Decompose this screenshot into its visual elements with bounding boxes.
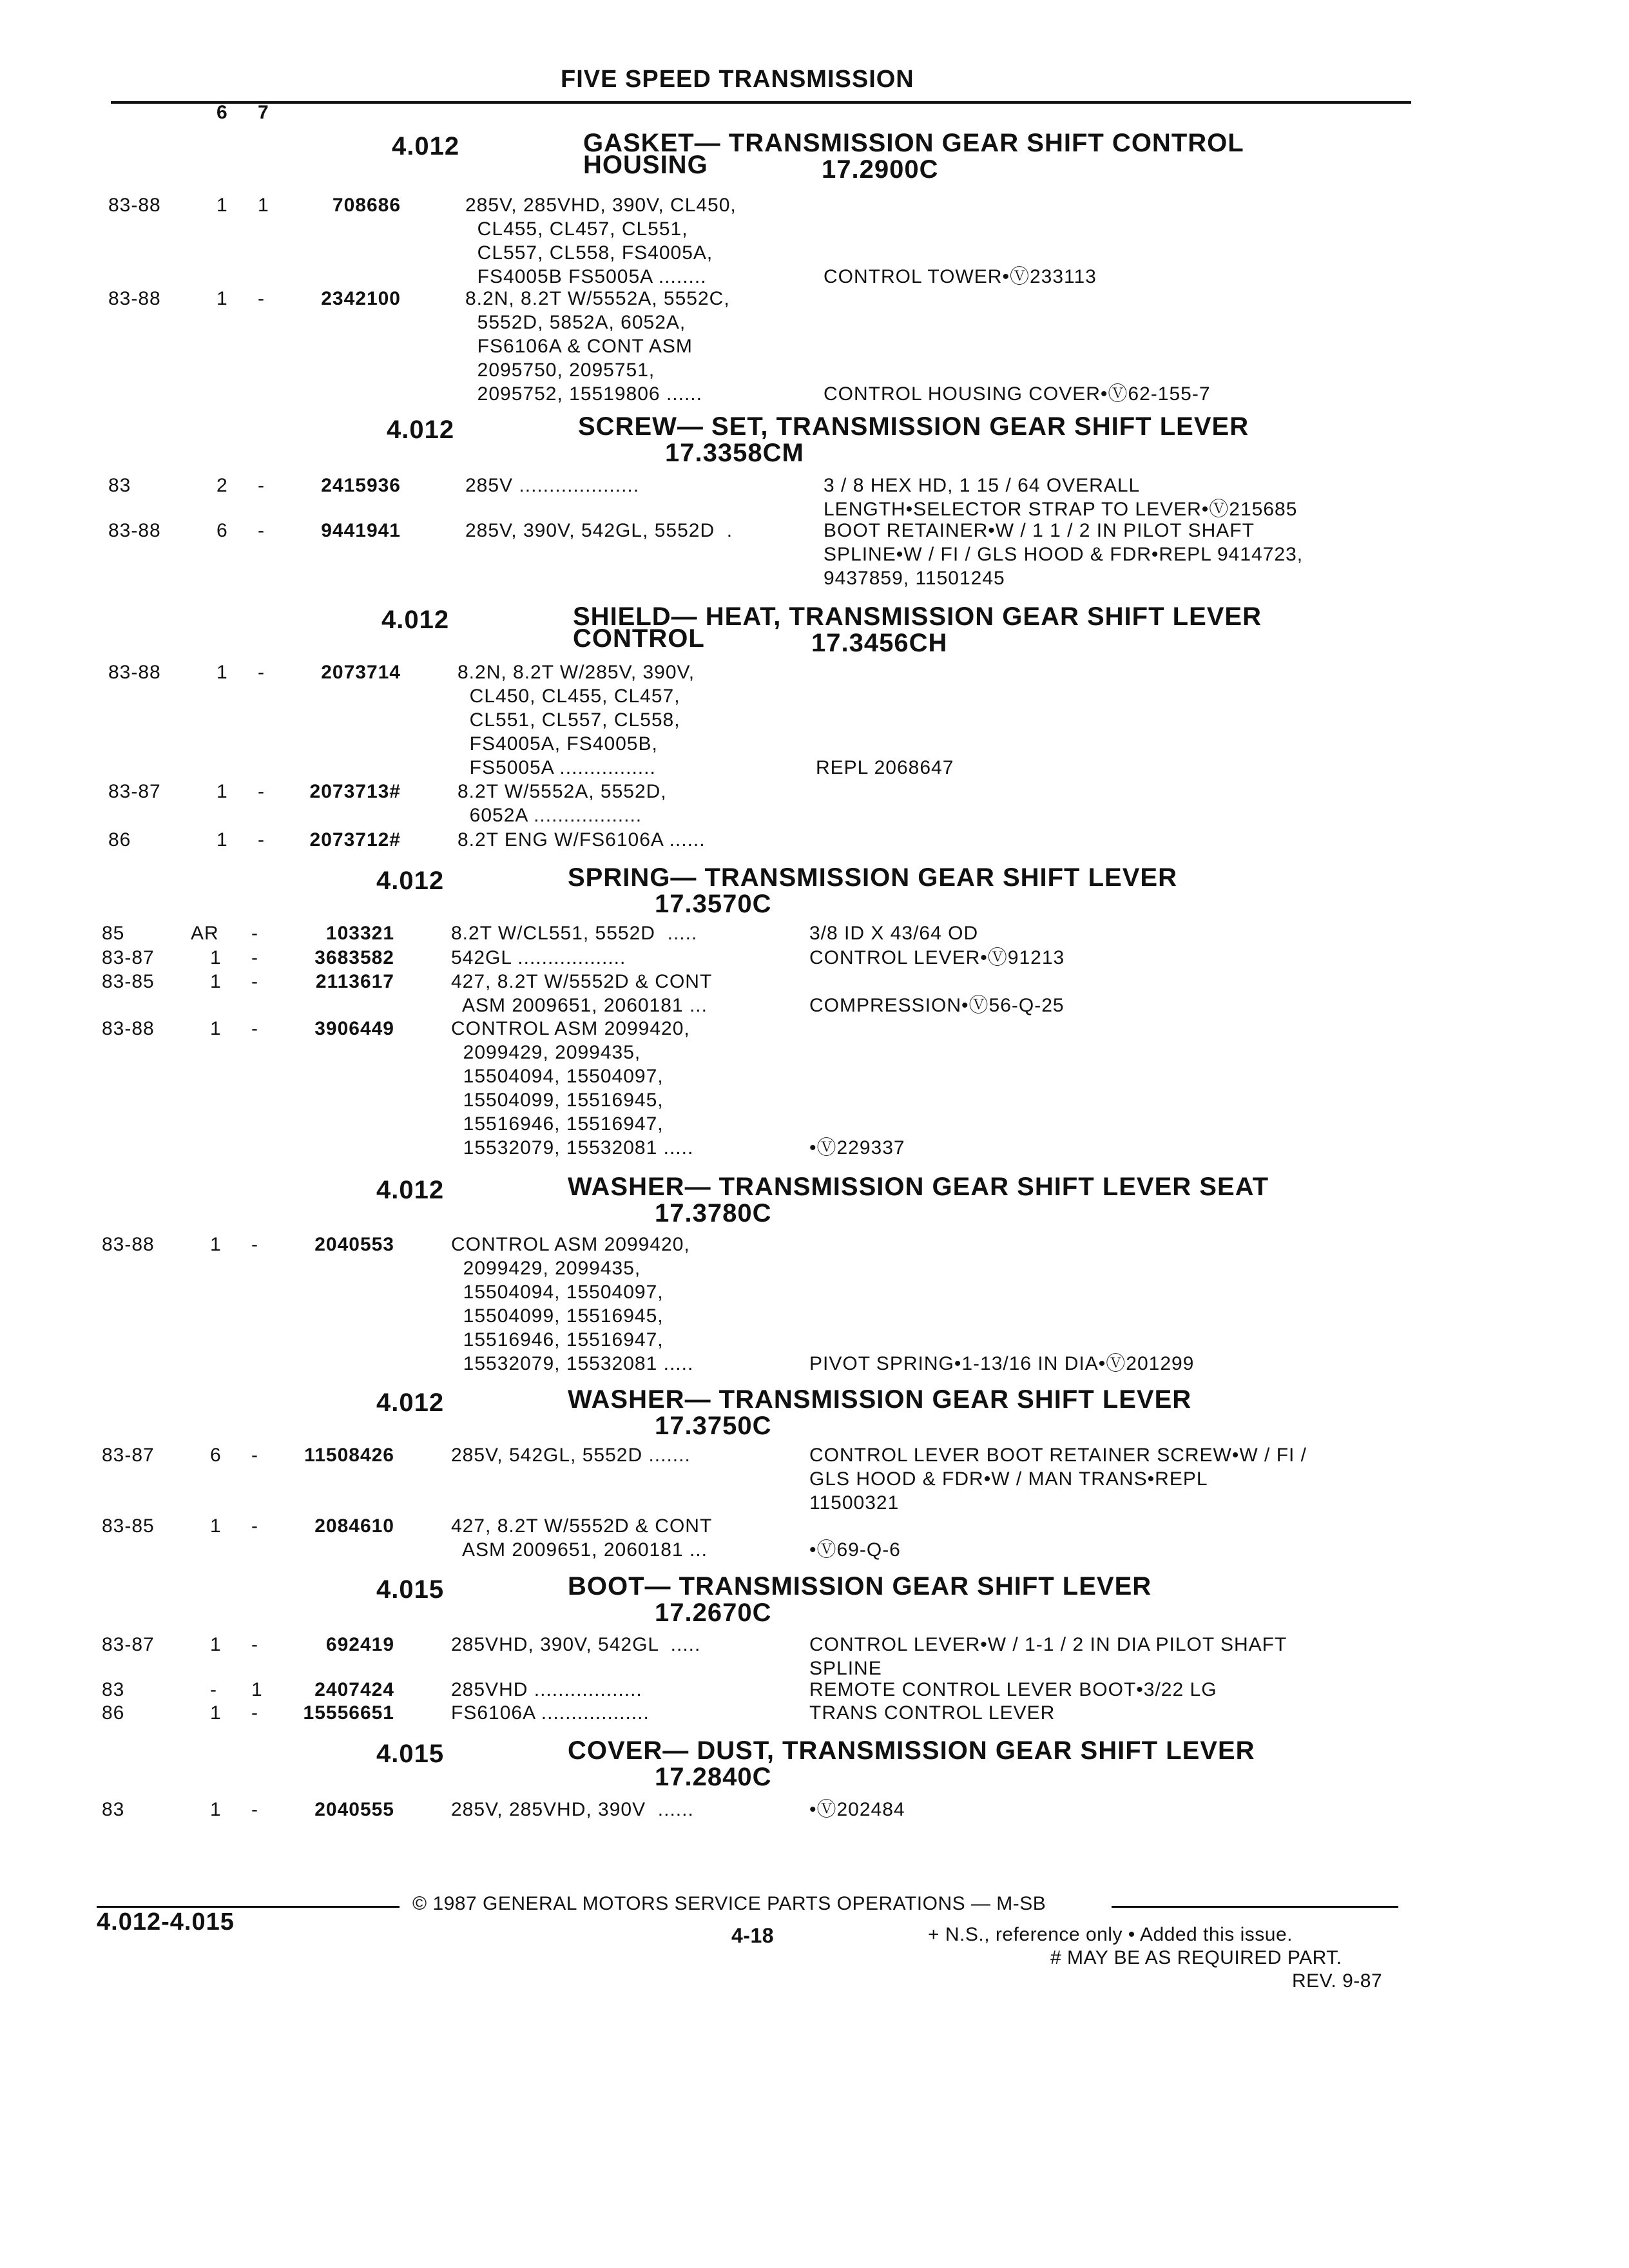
row-usage: 8.2T W/CL551, 5552D ..... (451, 923, 698, 944)
footer-revision: REV. 9-87 (1292, 1970, 1383, 1992)
row-part-number: 2113617 (315, 971, 394, 992)
row-year: 83-88 (108, 662, 161, 683)
row-qty-col7: - (251, 923, 258, 944)
row-usage: 8.2N, 8.2T W/5552A, 5552C, 5552D, 5852A, 6052A, FS6106A & CONT ASM 2095750, 2095751, 2095752, 15519806 ...... (465, 288, 730, 405)
row-year: 86 (108, 829, 131, 850)
footer-page-number: 4-18 (731, 1924, 775, 1947)
row-usage: 285V, 285VHD, 390V, CL450, CL455, CL457, CL551, CL557, CL558, FS4005A, FS4005B FS5005A ........ (465, 195, 737, 287)
row-year: 83 (102, 1679, 125, 1700)
row-year: 83-88 (102, 1018, 155, 1039)
section-code: 17.3750C (655, 1412, 772, 1440)
row-qty-col7: - (251, 1018, 258, 1039)
row-qty-col7: - (251, 1234, 258, 1255)
row-usage: 8.2T W/5552A, 5552D, 6052A .................. (458, 781, 667, 826)
row-qty-col7: - (258, 662, 265, 683)
row-part-number: 2040555 (314, 1799, 394, 1820)
row-qty-col6: 6 (210, 1445, 222, 1466)
row-usage: 285V, 390V, 542GL, 5552D . (465, 520, 733, 541)
footer-note-ns: + N.S., reference only • Added this issue. (928, 1924, 1293, 1945)
row-usage: 542GL .................. (451, 947, 626, 968)
row-part-number: 2415936 (321, 475, 401, 496)
row-qty-col6: 2 (217, 475, 228, 496)
row-part-number: 15556651 (303, 1702, 394, 1724)
row-year: 83-85 (102, 971, 155, 992)
section-code: 17.3780C (655, 1199, 772, 1227)
section-name: BOOT— TRANSMISSION GEAR SHIFT LEVER (568, 1572, 1152, 1600)
section-name: SCREW— SET, TRANSMISSION GEAR SHIFT LEVER (578, 412, 1249, 441)
section-name: COVER— DUST, TRANSMISSION GEAR SHIFT LEVER (568, 1736, 1255, 1765)
row-usage: 285V, 542GL, 5552D ....... (451, 1445, 691, 1466)
row-usage: 427, 8.2T W/5552D & CONT ASM 2009651, 2060181 ... (451, 1515, 713, 1561)
row-qty-col6: 1 (210, 947, 222, 968)
row-qty-col6: 6 (217, 520, 228, 541)
section-name: GASKET— TRANSMISSION GEAR SHIFT CONTROL HOUSING (583, 129, 1244, 179)
footer-section-range: 4.012-4.015 (97, 1908, 235, 1936)
column-header-6: 6 (217, 102, 227, 123)
section-number: 4.012 (387, 416, 455, 444)
header-rule (111, 101, 1411, 104)
row-year: 83-88 (102, 1234, 155, 1255)
row-usage: 285VHD .................. (451, 1679, 642, 1700)
row-qty-col6: 1 (210, 971, 222, 992)
row-year: 83-87 (102, 1445, 155, 1466)
row-part-number: 2073712# (309, 829, 401, 850)
row-part-number: 2084610 (314, 1515, 394, 1537)
row-description: TRANS CONTROL LEVER (809, 1702, 1055, 1724)
row-part-number: 2073713# (309, 781, 401, 802)
row-part-number: 103321 (325, 923, 394, 944)
section-number: 4.015 (376, 1575, 445, 1604)
row-qty-col6: 1 (210, 1234, 222, 1255)
row-qty-col6: 1 (217, 195, 228, 216)
row-part-number: 2073714 (321, 662, 401, 683)
row-part-number: 3906449 (314, 1018, 394, 1039)
row-usage: 285V, 285VHD, 390V ...... (451, 1799, 694, 1820)
footer-rule-right (1112, 1906, 1398, 1908)
section-number: 4.012 (376, 1389, 445, 1417)
row-part-number: 2407424 (314, 1679, 394, 1700)
section-name: SPRING— TRANSMISSION GEAR SHIFT LEVER (568, 863, 1177, 892)
row-qty-col7: - (251, 1799, 258, 1820)
row-usage: 8.2T ENG W/FS6106A ...... (458, 829, 706, 850)
section-name: WASHER— TRANSMISSION GEAR SHIFT LEVER (568, 1385, 1192, 1414)
row-qty-col7: - (258, 288, 265, 309)
page-title: FIVE SPEED TRANSMISSION (561, 66, 914, 93)
row-description: •Ⓥ202484 (809, 1799, 905, 1820)
row-year: 83 (102, 1799, 125, 1820)
row-usage: 285VHD, 390V, 542GL ..... (451, 1634, 701, 1655)
row-usage: CONTROL ASM 2099420, 2099429, 2099435, 15504094, 15504097, 15504099, 15516945, 15516946, 15516947, 15532079, 15532081 ..... (451, 1234, 694, 1374)
row-description: 3/8 ID X 43/64 OD (809, 923, 979, 944)
row-usage: 285V .................... (465, 475, 640, 496)
row-description: PIVOT SPRING•1-13/16 IN DIA•Ⓥ201299 (809, 1353, 1195, 1374)
row-usage: FS6106A .................. (451, 1702, 650, 1724)
row-qty-col7: - (251, 971, 258, 992)
row-qty-col7: - (258, 781, 265, 802)
section-code: 17.3358CM (665, 439, 804, 467)
row-year: 83 (108, 475, 131, 496)
row-year: 83-87 (108, 781, 161, 802)
row-qty-col7: - (258, 520, 265, 541)
row-year: 83-88 (108, 288, 161, 309)
row-year: 83-87 (102, 1634, 155, 1655)
row-qty-col7: - (258, 475, 265, 496)
section-code: 17.3456CH (811, 629, 948, 657)
row-qty-col6: 1 (210, 1634, 222, 1655)
row-qty-col7: - (251, 1702, 258, 1724)
row-usage: 427, 8.2T W/5552D & CONT ASM 2009651, 2060181 ... (451, 971, 713, 1016)
row-qty-col6: 1 (217, 829, 228, 850)
section-number: 4.015 (376, 1740, 445, 1768)
row-description: CONTROL LEVER BOOT RETAINER SCREW•W / FI / GLS HOOD & FDR•W / MAN TRANS•REPL 11500321 (809, 1445, 1307, 1514)
row-qty-col6: AR (191, 923, 219, 944)
row-year: 83-88 (108, 520, 161, 541)
row-qty-col7: - (258, 829, 265, 850)
section-code: 17.3570C (655, 890, 772, 918)
row-year: 86 (102, 1702, 125, 1724)
row-usage: 8.2N, 8.2T W/285V, 390V, CL450, CL455, CL457, CL551, CL557, CL558, FS4005A, FS4005B, FS5005A ................ (458, 662, 695, 778)
section-code: 17.2670C (655, 1599, 772, 1627)
row-year: 83-87 (102, 947, 155, 968)
row-usage: CONTROL ASM 2099420, 2099429, 2099435, 15504094, 15504097, 15504099, 15516945, 15516946, 15516947, 15532079, 15532081 ..... (451, 1018, 694, 1158)
row-qty-col6: 1 (210, 1515, 222, 1537)
row-description: CONTROL HOUSING COVER•Ⓥ62-155-7 (824, 383, 1211, 405)
row-qty-col6: 1 (217, 288, 228, 309)
row-qty-col6: 1 (217, 781, 228, 802)
row-qty-col7: - (251, 1445, 258, 1466)
row-part-number: 9441941 (321, 520, 401, 541)
row-qty-col7: - (251, 1634, 258, 1655)
row-description: •Ⓥ229337 (809, 1137, 905, 1158)
row-qty-col6: 1 (210, 1702, 222, 1724)
section-name: SHIELD— HEAT, TRANSMISSION GEAR SHIFT LEVER CONTROL (573, 602, 1262, 653)
row-description: BOOT RETAINER•W / 1 1 / 2 IN PILOT SHAFT SPLINE•W / FI / GLS HOOD & FDR•REPL 9414723, 9437859, 11501245 (824, 520, 1304, 589)
row-year: 85 (102, 923, 125, 944)
footer-rule-left (97, 1906, 400, 1908)
section-number: 4.012 (376, 867, 445, 895)
row-part-number: 3683582 (314, 947, 394, 968)
row-qty-col7: - (251, 1515, 258, 1537)
row-part-number: 708686 (332, 195, 401, 216)
row-part-number: 2342100 (321, 288, 401, 309)
row-qty-col6: 1 (210, 1018, 222, 1039)
section-number: 4.012 (392, 132, 460, 160)
row-part-number: 692419 (325, 1634, 394, 1655)
section-number: 4.012 (381, 606, 450, 634)
section-code: 17.2840C (655, 1763, 772, 1791)
row-year: 83-88 (108, 195, 161, 216)
section-code: 17.2900C (822, 155, 939, 184)
row-qty-col7: - (251, 947, 258, 968)
footer-copyright: © 1987 GENERAL MOTORS SERVICE PARTS OPERATIONS — M-SB (412, 1893, 1046, 1914)
row-description: REPL 2068647 (816, 757, 954, 778)
row-description: CONTROL LEVER•W / 1-1 / 2 IN DIA PILOT SHAFT SPLINE (809, 1634, 1287, 1679)
section-name: WASHER— TRANSMISSION GEAR SHIFT LEVER SEAT (568, 1173, 1269, 1201)
section-number: 4.012 (376, 1176, 445, 1204)
row-description: 3 / 8 HEX HD, 1 15 / 64 OVERALL LENGTH•SELECTOR STRAP TO LEVER•Ⓥ215685 (824, 475, 1298, 520)
row-year: 83-85 (102, 1515, 155, 1537)
row-part-number: 11508426 (304, 1445, 394, 1466)
column-header-7: 7 (258, 102, 269, 123)
footer-note-as-required: # MAY BE AS REQUIRED PART. (1050, 1947, 1342, 1968)
row-qty-col7: 1 (251, 1679, 263, 1700)
row-qty-col6: 1 (210, 1799, 222, 1820)
row-description: CONTROL LEVER•Ⓥ91213 (809, 947, 1065, 968)
row-description: REMOTE CONTROL LEVER BOOT•3/22 LG (809, 1679, 1217, 1700)
row-part-number: 2040553 (314, 1234, 394, 1255)
row-description: CONTROL TOWER•Ⓥ233113 (824, 266, 1097, 287)
row-qty-col7: 1 (258, 195, 269, 216)
row-description: COMPRESSION•Ⓥ56-Q-25 (809, 995, 1065, 1016)
row-description: •Ⓥ69-Q-6 (809, 1539, 901, 1561)
row-qty-col6: - (210, 1679, 217, 1700)
row-qty-col6: 1 (217, 662, 228, 683)
